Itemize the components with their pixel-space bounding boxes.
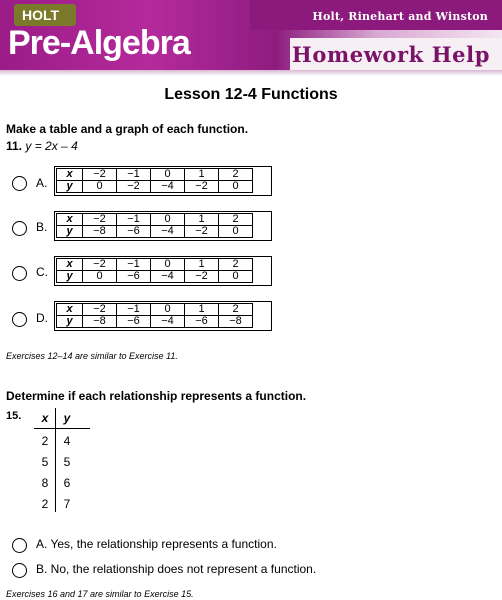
book-title: Pre-Algebra [8,24,190,62]
table-cell: 4 [63,434,71,448]
table-cell: −2 [117,181,151,193]
table-cell: 1 [185,304,219,316]
answer-a-label[interactable]: A. Yes, the relationship represents a function. [36,537,277,551]
table-header-x: x [57,214,83,226]
table-header-y: y [57,181,83,193]
table-cell: 5 [63,455,71,469]
table-header-x: x [57,169,83,181]
publisher-name: Holt, Rinehart and Winston [312,10,488,23]
table-header-y: y [57,316,83,328]
table-cell: −2 [185,271,219,283]
answer-a-radio[interactable] [12,538,27,553]
table-cell: −4 [151,226,185,238]
option-d-table [56,303,253,328]
answer-b-label[interactable]: B. No, the relationship does not represent a function. [36,562,317,576]
exercise-note-1: Exercises 12–14 are similar to Exercise 11. [6,351,178,361]
table-header-y: y [57,271,83,283]
table-cell: −4 [151,271,185,283]
table-header-y: y [63,411,71,425]
table-cell: 0 [83,271,117,283]
option-b-letter: B. [36,220,48,234]
exercise-note-2: Exercises 16 and 17 are similar to Exercise 15. [6,589,194,599]
table-cell: 2 [219,259,253,271]
table-cell: 7 [63,497,71,511]
table-cell: 0 [151,259,185,271]
table-cell: 1 [185,169,219,181]
exercise-15-number: 15. [6,410,22,422]
option-b-radio[interactable] [12,221,27,236]
option-a-table [56,168,253,193]
table-header-x: x [57,259,83,271]
table-cell: 1 [185,259,219,271]
table-horizontal-rule [34,428,90,429]
table-cell: 2 [41,434,49,448]
option-c-letter: C. [36,265,48,279]
table-cell: 0 [83,181,117,193]
table-cell: 2 [41,497,49,511]
option-a-radio[interactable] [12,176,27,191]
exercise-15-table [34,408,94,514]
determine-instruction: Determine if each relationship represents a function. [6,389,307,403]
exercise-number: 11. [6,139,23,153]
table-cell: −8 [219,316,253,328]
homework-help-title: Homework Help [291,42,490,67]
answer-b-radio[interactable] [12,563,27,578]
table-cell: −1 [117,214,151,226]
table-header-x: x [41,411,49,425]
option-d-radio[interactable] [12,312,27,327]
table-cell: 2 [219,169,253,181]
table-cell: 0 [219,181,253,193]
table-cell: 2 [219,304,253,316]
table-cell: 5 [41,455,49,469]
table-cell: 0 [219,271,253,283]
table-cell: −2 [185,226,219,238]
header-banner [0,0,502,76]
table-cell: −6 [117,316,151,328]
option-a-letter: A. [36,176,48,190]
option-b-table [56,213,253,238]
table-cell: 6 [63,476,71,490]
table-cell: −8 [83,226,117,238]
table-cell: 0 [151,214,185,226]
table-cell: −2 [83,169,117,181]
banner-shadow [0,70,502,76]
table-cell: −1 [117,259,151,271]
exercise-equation: y = 2x – 4 [25,139,78,153]
lesson-title: Lesson 12-4 Functions [164,86,338,103]
table-cell: 0 [151,169,185,181]
table-cell: −6 [117,226,151,238]
option-d-letter: D. [36,311,48,325]
table-cell: −1 [117,304,151,316]
table-cell: −2 [83,214,117,226]
table-header-x: x [57,304,83,316]
exercise-11-prompt [6,139,78,153]
table-cell: −6 [117,271,151,283]
table-cell: 0 [151,304,185,316]
table-cell: 0 [219,226,253,238]
holt-logo-text: HOLT [22,7,60,23]
table-cell: −4 [151,181,185,193]
table-cell: −2 [83,304,117,316]
table-cell: 2 [219,214,253,226]
instruction-text: Make a table and a graph of each function. [6,122,249,136]
table-vertical-rule [55,408,56,512]
table-cell: −2 [185,181,219,193]
table-cell: −8 [83,316,117,328]
table-cell: −6 [185,316,219,328]
option-c-radio[interactable] [12,266,27,281]
table-header-y: y [57,226,83,238]
option-c-table [56,258,253,283]
table-cell: −2 [83,259,117,271]
table-cell: 8 [41,476,49,490]
table-cell: −1 [117,169,151,181]
table-cell: −4 [151,316,185,328]
table-cell: 1 [185,214,219,226]
